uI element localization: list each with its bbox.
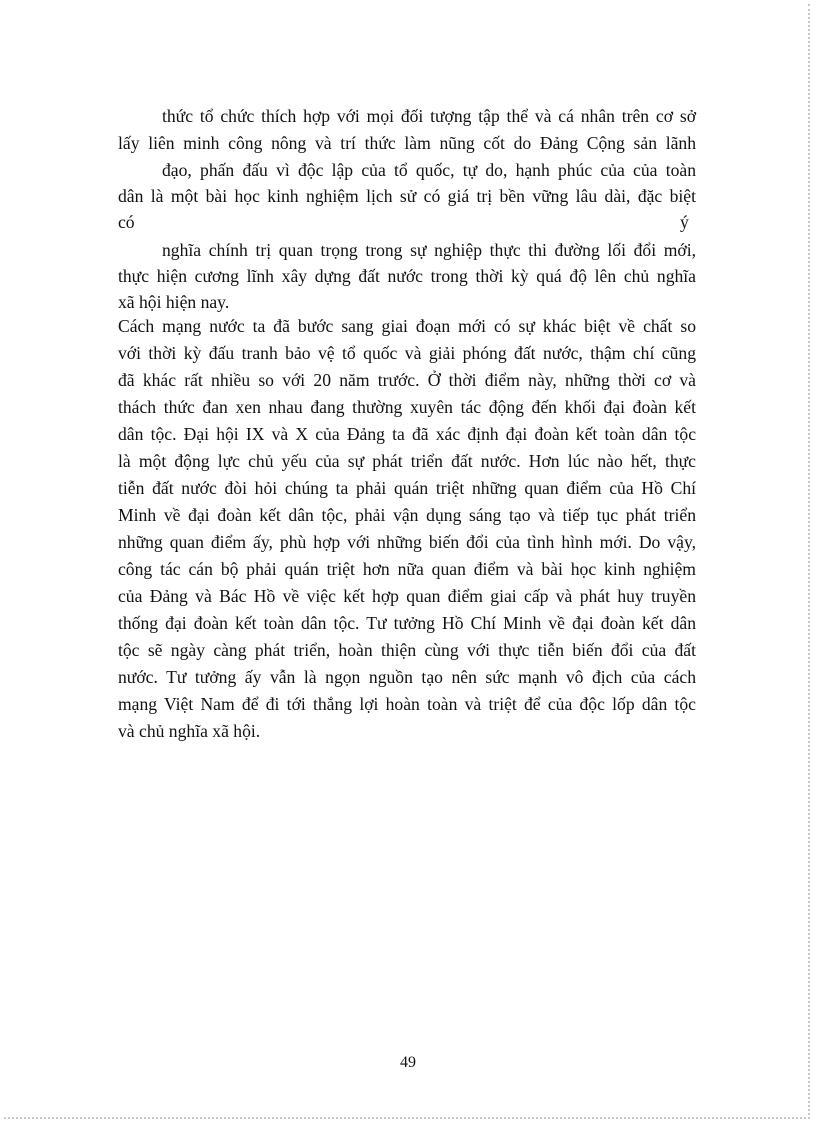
text-line: lấy liên minh công nông và trí thức làm nũng cốt do Đảng Cộng sản lãnh bbox=[118, 133, 696, 153]
page-number: 49 bbox=[400, 1054, 416, 1071]
page-border-right bbox=[808, 4, 810, 1119]
text-line: đã khác rất nhiều so với 20 năm trước. Ở thời điểm này, những thời cơ và bbox=[118, 370, 696, 390]
text-line: và chủ nghĩa xã hội. bbox=[118, 721, 261, 741]
text-line: thống đại đoàn kết toàn dân tộc. Tư tưởng Hồ Chí Minh về đại đoàn kết dân bbox=[118, 613, 696, 633]
text-line: xã hội hiện nay. bbox=[118, 292, 230, 312]
text-line: ý bbox=[680, 212, 689, 232]
text-line: của Đảng và Bác Hồ về việc kết hợp quan điểm giai cấp và phát huy truyền bbox=[118, 586, 696, 606]
text-line: thách thức đan xen nhau đang thường xuyên tác động đến khối đại đoàn kết bbox=[118, 397, 696, 417]
text-line: nghĩa chính trị quan trọng trong sự nghiệp thực thi đường lối đổi mới, bbox=[162, 240, 696, 260]
text-line: dân là một bài học kinh nghiệm lịch sử có giá trị bền vững lâu dài, đặc biệt bbox=[118, 186, 696, 206]
text-line: mạng Việt Nam để đi tới thắng lợi hoàn toàn và triệt để của độc lốp dân tộc bbox=[118, 694, 696, 714]
text-line: dân tộc. Đại hội IX và X của Đảng ta đã xác định đại đoàn kết toàn dân tộc bbox=[118, 424, 696, 444]
text-line: tộc sẽ ngày càng phát triển, hoàn thiện cùng với thực tiễn biến đổi của đất bbox=[118, 640, 696, 660]
text-line: với thời kỳ đấu tranh bảo vệ tổ quốc và giải phóng đất nước, thậm chí cũng bbox=[118, 343, 696, 363]
text-line: thức tổ chức thích hợp với mọi đối tượng tập thể và cá nhân trên cơ sở bbox=[162, 106, 696, 126]
text-line: thực hiện cương lĩnh xây dựng đất nước trong thời kỳ quá độ lên chủ nghĩa bbox=[118, 266, 696, 286]
text-line: Minh về đại đoàn kết dân tộc, phải vận dụng sáng tạo và tiếp tục phát triển bbox=[118, 505, 696, 525]
text-line: tiễn đất nước đòi hỏi chúng ta phải quán triệt những quan điểm của Hồ Chí bbox=[118, 478, 696, 498]
text-line: Cách mạng nước ta đã bước sang giai đoạn mới có sự khác biệt về chất so bbox=[118, 316, 696, 336]
text-line: có bbox=[118, 212, 135, 232]
text-line: nước. Tư tưởng ấy vẫn là ngọn nguồn tạo nên sức mạnh vô địch của cách bbox=[118, 667, 696, 687]
text-line: công tác cán bộ phải quán triệt hơn nữa quan điểm và bài học kinh nghiệm bbox=[118, 559, 696, 579]
text-line: là một động lực chủ yếu của sự phát triển đất nước. Hơn lúc nào hết, thực bbox=[118, 451, 696, 471]
text-line: đạo, phấn đấu vì độc lập của tổ quốc, tự do, hạnh phúc của của toàn bbox=[162, 160, 696, 180]
page-border-bottom bbox=[4, 1117, 810, 1119]
text-line: những quan điểm ấy, phù hợp với những biến đổi của tình hình mới. Do vậy, bbox=[118, 532, 696, 552]
